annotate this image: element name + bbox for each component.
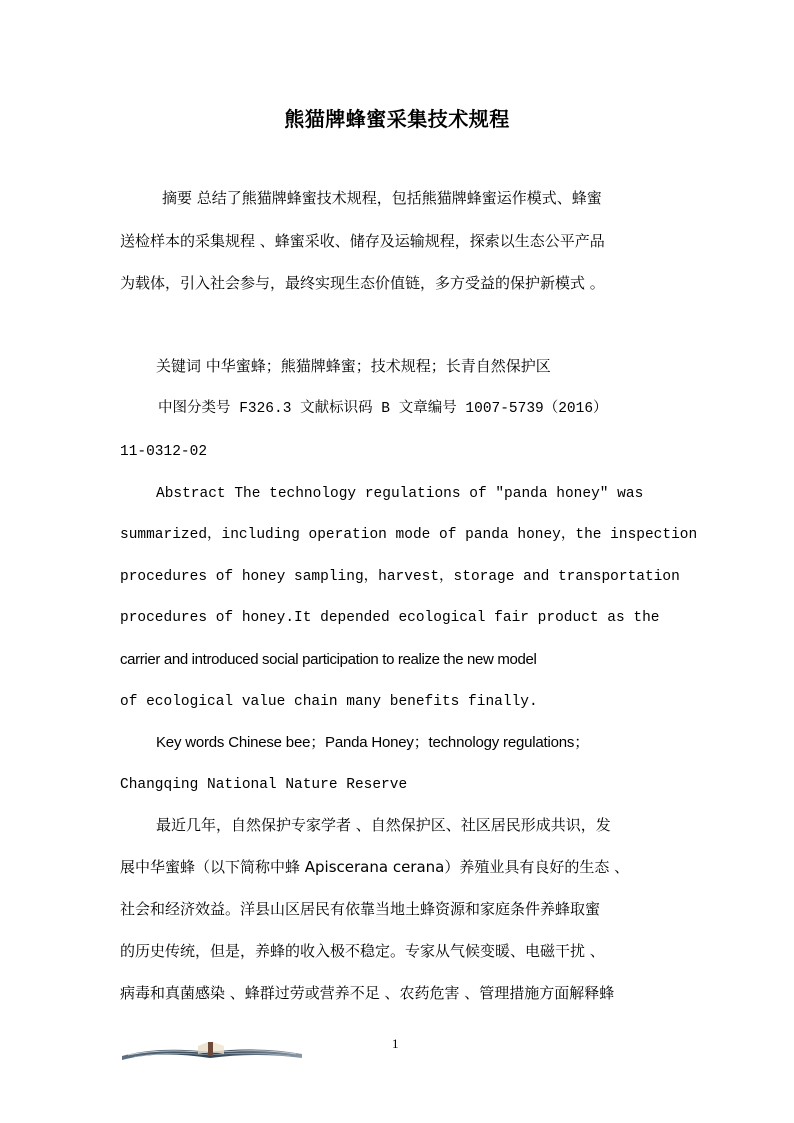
abstract-cn-line-2: 送检样本的采集规程 、蜂蜜采收、储存及运输规程，探索以生态公平产品 bbox=[120, 232, 605, 250]
body-line-2: 展中华蜜蜂（以下简称中蜂 Apiscerana cerana）养殖业具有良好的生态 、 bbox=[120, 858, 630, 876]
abstract-cn-line-3: 为载体，引入社会参与，最终实现生态价值链，多方受益的保护新模式 。 bbox=[120, 274, 605, 292]
body-line-3: 社会和经济效益。洋县山区居民有依靠当地土蜂资源和家庭条件养蜂取蜜 bbox=[120, 900, 601, 918]
abstract-en-line-5: carrier and introduced social participation to realize the new model bbox=[120, 651, 537, 668]
keywords-en-line-1: Key words Chinese bee；Panda Honey；technology regulations； bbox=[156, 734, 590, 751]
abstract-en-line-6: of ecological value chain many benefits finally. bbox=[120, 694, 538, 710]
body-line-5: 病毒和真菌感染 、蜂群过劳或营养不足 、农药危害 、管理措施方面解释蜂 bbox=[120, 984, 615, 1002]
page-number: 1 bbox=[392, 1036, 399, 1051]
open-book-icon bbox=[118, 1036, 306, 1062]
abstract-cn-line-1: 摘要 总结了熊猫牌蜂蜜技术规程，包括熊猫牌蜂蜜运作模式、蜂蜜 bbox=[162, 189, 602, 207]
keywords-cn: 关键词 中华蜜蜂；熊猫牌蜂蜜；技术规程；长青自然保护区 bbox=[156, 357, 551, 375]
body-line-4: 的历史传统，但是，养蜂的收入极不稳定。专家从气候变暖、电磁干扰 、 bbox=[120, 942, 605, 960]
abstract-en-line-1: Abstract The technology regulations of ″panda honey″ was bbox=[156, 486, 644, 502]
classification-line-2: 11-0312-02 bbox=[120, 444, 208, 460]
document-title: 熊猫牌蜂蜜采集技术规程 bbox=[284, 107, 510, 131]
body-line-1: 最近几年，自然保护专家学者 、自然保护区、社区居民形成共识，发 bbox=[156, 816, 611, 834]
classification-line-1: 中图分类号 F326.3 文献标识码 B 文章编号 1007-5739（2016） bbox=[158, 401, 608, 417]
keywords-en-line-2: Changqing National Nature Reserve bbox=[120, 777, 408, 793]
abstract-en-line-2: summarized，including operation mode of panda honey，the inspection bbox=[120, 527, 698, 543]
abstract-en-line-4: procedures of honey.It depended ecological fair product as the bbox=[120, 610, 660, 626]
abstract-en-line-3: procedures of honey sampling，harvest，storage and transportation bbox=[120, 569, 680, 585]
